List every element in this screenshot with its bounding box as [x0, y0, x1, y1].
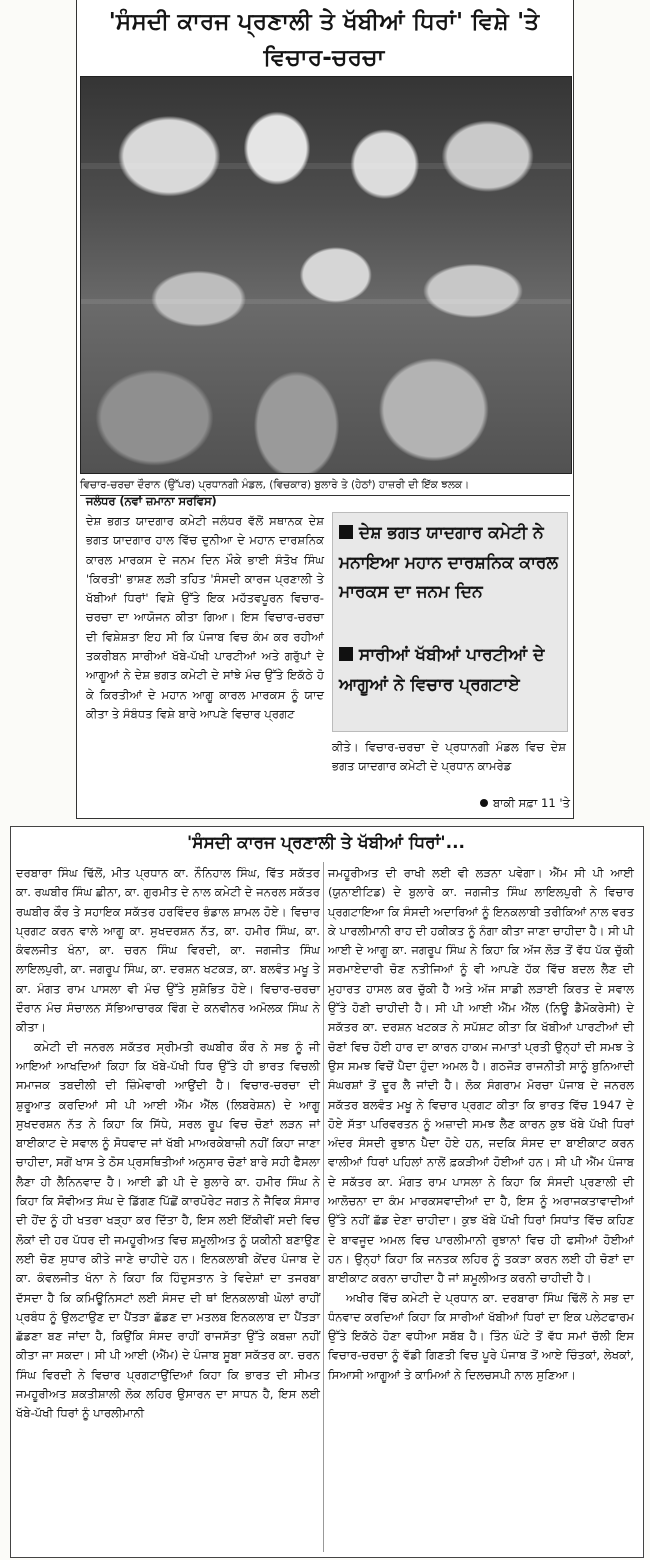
bullet-square-icon — [339, 647, 353, 661]
continued-note — [430, 796, 570, 811]
paragraph: ਕਮੇਟੀ ਦੀ ਜਨਰਲ ਸਕੱਤਰ ਸ੍ਰੀਮਤੀ ਰਘਬੀਰ ਕੌਰ ਨੇ ਸਭ ਨੂੰ ਜੀ ਆਇਆਂ ਆਖਦਿਆਂ ਕਿਹਾ ਕਿ ਖੱਬੇ-ਪੱਖੀ ਧਿਰ ਉੱਤੇ ਹੀ ਭਾਰਤ ਵਿਚਲੀ ਸਮਾਜਕ ਤਬਦੀਲੀ ਦੀ ਜ਼ਿੰਮੇਵਾਰੀ ਆਉਂਦੀ ਹੈ। ਵਿਚਾਰ-ਚਰਚਾ ਦੀ ਸ਼ੁਰੂਆਤ ਕਰਦਿਆਂ ਸੀ ਪੀ ਆਈ ਐੱਮ ਐੱਲ (ਲਿਬਰੇਸ਼ਨ) ਦੇ ਆਗੂ ਸੁਖਦਰਸ਼ਨ ਨੱਤ ਨੇ ਕਿਹਾ ਕਿ ਸਿੱਧੇ, ਸਰਲ ਰੂਪ ਵਿਚ ਚੋਣਾਂ ਲੜਨ ਜਾਂ ਬਾਈਕਾਟ ਦੇ ਸਵਾਲ ਨੂੰ ਸੋਧਵਾਦ ਜਾਂ ਖੱਬੀ ਮਾਅਰਕੇਬਾਜ਼ੀ ਨਹੀਂ ਕਿਹਾ ਜਾਣਾ ਚਾਹੀਦਾ, ਸਗੋਂ ਖਾਸ ਤੇ ਠੋਸ ਪ੍ਰਸਥਿਤੀਆਂ ਅਨੁਸਾਰ ਚੋਣਾਂ ਬਾਰੇ ਸਹੀ ਫੈਸਲਾ ਲੈਣਾ ਹੀ ਲੈਨਿਨਵਾਦ ਹੈ। ਆਈ ਡੀ ਪੀ ਦੇ ਬੁਲਾਰੇ ਕਾ. ਹਮੀਰ ਸਿੰਘ ਨੇ ਕਿਹਾ ਕਿ ਸੋਵੀਅਤ ਸੰਘ ਦੇ ਡਿੱਗਣ ਪਿੱਛੋਂ ਕਾਰਪੋਰੇਟ ਜਗਤ ਨੇ ਜੈਵਿਕ ਸੰਸਾਰ ਦੀ ਹੋਂਦ ਨੂੰ ਹੀ ਖਤਰਾ ਖੜ੍ਹਾ ਕਰ ਦਿੱਤਾ ਹੈ, ਇਸ ਲਈ ਇੱਕੀਵੀਂ ਸਦੀ ਵਿਚ ਲੋਕਾਂ ਦੀ ਹਰ ਪੱਧਰ ਦੀ ਜਮਹੂਰੀਅਤ ਵਿਚ ਸ਼ਮੂਲੀਅਤ ਨੂੰ ਯਕੀਨੀ ਬਣਾਉਣ ਲਈ ਚੋਣ ਸੁਧਾਰ ਕੀਤੇ ਜਾਣੇ ਚਾਹੀਦੇ ਹਨ। ਇਨਕਲਾਬੀ ਕੇਂਦਰ ਪੰਜਾਬ ਦੇ ਕਾ. ਕੰਵਲਜੀਤ ਖੰਨਾ ਨੇ ਕਿਹਾ ਕਿ ਹਿੰਦੁਸਤਾਨ ਤੇ ਵਿਦੇਸ਼ਾਂ ਦਾ ਤਜਰਬਾ ਦੱਸਦਾ ਹੈ ਕਿ ਕਮਿਊਨਿਸਟਾਂ ਲਈ ਸੰਸਦ ਦੀ ਥਾਂ ਇਨਕਲਾਬੀ ਘੋਲਾਂ ਰਾਹੀਂ ਪ੍ਰਬੰਧ ਨੂੰ ਉਲਟਾਉਣ ਦਾ ਪੈਂਤੜਾ ਛੱਡਣ ਦਾ ਮਤਲਬ ਇਨਕਲਾਬ ਦਾ ਪੈਂਤੜਾ ਛੱਡਣਾ ਬਣ ਜਾਂਦਾ ਹੈ, ਕਿਉਂਕਿ ਸੰਸਦ ਰਾਹੀਂ ਰਾਜਸੱਤਾ ਉੱਤੇ ਕਬਜ਼ਾ ਨਹੀਂ ਕੀਤਾ ਜਾ ਸਕਦਾ। ਸੀ ਪੀ ਆਈ (ਐੱਮ) ਦੇ ਪੰਜਾਬ ਸੂਬਾ ਸਕੱਤਰ ਕਾ. ਚਰਨ ਸਿੰਘ ਵਿਰਦੀ ਨੇ ਵਿਚਾਰ ਪ੍ਰਗਟਾਉਂਦਿਆਂ ਕਿਹਾ ਕਿ ਭਾਰਤ ਦੀ ਸੀਮਤ ਜਮਹੂਰੀਅਤ ਸ਼ਕਤੀਸ਼ਾਲੀ ਲੋਕ ਲਹਿਰ ਉਸਾਰਨ ਦਾ ਸਾਧਨ ਹੈ, ਇਸ ਲਈ ਖੱਬੇ-ਪੱਖੀ ਧਿਰਾਂ ਨੂੰ ਪਾਰਲੀਮਾਨੀ — [16, 1039, 320, 1421]
bullet-square-icon — [339, 525, 353, 539]
highlight-item — [339, 519, 561, 608]
paragraph: ਜਮਹੂਰੀਅਤ ਦੀ ਰਾਖੀ ਲਈ ਵੀ ਲੜਨਾ ਪਵੇਗਾ। ਐੱਮ ਸੀ ਪੀ ਆਈ (ਯੁਨਾਈਟਿਡ) ਦੇ ਬੁਲਾਰੇ ਕਾ. ਜਗਜੀਤ ਸਿੰਘ ਲਾਇਲਪੁਰੀ ਨੇ ਵਿਚਾਰ ਪ੍ਰਗਟਾਇਆ ਕਿ ਸੰਸਦੀ ਅਦਾਰਿਆਂ ਨੂੰ ਇਨਕਲਾਬੀ ਤਰੀਕਿਆਂ ਨਾਲ ਵਰਤ ਕੇ ਪਾਰਲੀਮਾਨੀ ਰਾਹ ਦੀ ਹਕੀਕਤ ਨੂੰ ਨੰਗਾ ਕੀਤਾ ਜਾਣਾ ਚਾਹੀਦਾ ਹੈ। ਸੀ ਪੀ ਆਈ ਦੇ ਆਗੂ ਕਾ. ਜਗਰੂਪ ਸਿੰਘ ਨੇ ਕਿਹਾ ਕਿ ਅੱਜ ਲੋੜ ਤੋਂ ਵੱਧ ਪੱਕ ਚੁੱਕੀ ਸਰਮਾਏਦਾਰੀ ਚੋਣ ਨਤੀਜਿਆਂ ਨੂੰ ਵੀ ਆਪਣੇ ਹੱਕ ਵਿੱਚ ਬਦਲ ਲੈਣ ਦੀ ਮੁਹਾਰਤ ਹਾਸਲ ਕਰ ਚੁੱਕੀ ਹੈ ਅਤੇ ਅੱਜ ਸਾਡੀ ਲੜਾਈ ਕਿਰਤ ਦੇ ਸਵਾਲ ਉੱਤੇ ਹੋਣੀ ਚਾਹੀਦੀ ਹੈ। ਸੀ ਪੀ ਆਈ ਐੱਮ ਐੱਲ (ਨਿਊ ਡੈਮੋਕਰੇਸੀ) ਦੇ ਸਕੱਤਰ ਕਾ. ਦਰਸ਼ਨ ਖਟਕੜ ਨੇ ਸਪੱਸ਼ਟ ਕੀਤਾ ਕਿ ਖੱਬੀਆਂ ਪਾਰਟੀਆਂ ਦੀ ਚੋਣਾਂ ਵਿਚ ਹੋਈ ਹਾਰ ਦਾ ਕਾਰਨ ਹਾਕਮ ਜਮਾਤਾਂ ਪ੍ਰਤੀ ਉਨ੍ਹਾਂ ਦੀ ਸਮਝ ਤੇ ਉਸ ਸਮਝ ਵਿਚੋਂ ਪੈਦਾ ਹੁੰਦਾ ਅਮਲ ਹੈ। ਗਠਜੋੜ ਰਾਜਨੀਤੀ ਸਾਨੂੰ ਬੁਨਿਆਦੀ ਸੰਘਰਸ਼ਾਂ ਤੋਂ ਦੂਰ ਲੈ ਜਾਂਦੀ ਹੈ। ਲੋਕ ਸੰਗਰਾਮ ਮੋਰਚਾ ਪੰਜਾਬ ਦੇ ਜਨਰਲ ਸਕੱਤਰ ਬਲਵੰਤ ਮਖੂ ਨੇ ਵਿਚਾਰ ਪ੍ਰਗਟ ਕੀਤਾ ਕਿ ਭਾਰਤ ਵਿੱਚ 1947 ਦੇ ਹੋਏ ਸੱਤਾ ਪਰਿਵਰਤਨ ਨੂੰ ਅਜ਼ਾਦੀ ਸਮਝ ਲੈਣ ਕਾਰਨ ਕੁਝ ਖੱਬੇ ਪੱਖੀ ਧਿਰਾਂ ਅੰਦਰ ਸੰਸਦੀ ਰੁਝਾਨ ਪੈਦਾ ਹੋਏ ਹਨ, ਜਦਕਿ ਸੰਸਦ ਦਾ ਬਾਈਕਾਟ ਕਰਨ ਵਾਲੀਆਂ ਧਿਰਾਂ ਪਹਿਲਾਂ ਨਾਲੋਂ ਫ਼ਕੜੀਆਂ ਹੋਈਆਂ ਹਨ। ਸੀ ਪੀ ਐੱਮ ਪੰਜਾਬ ਦੇ ਸਕੱਤਰ ਕਾ. ਮੰਗਤ ਰਾਮ ਪਾਸਲਾ ਨੇ ਕਿਹਾ ਕਿ ਸੰਸਦੀ ਪ੍ਰਣਾਲੀ ਦੀ ਆਲੋਚਨਾ ਦਾ ਕੰਮ ਮਾਰਕਸਵਾਦੀਆਂ ਦਾ ਹੈ, ਇਸ ਨੂੰ ਅਰਾਜਕਤਾਵਾਦੀਆਂ ਉੱਤੇ ਨਹੀਂ ਛੱਡ ਦੇਣਾ ਚਾਹੀਦਾ। ਕੁਝ ਖੱਬੇ ਪੱਖੀ ਧਿਰਾਂ ਸਿਧਾਂਤ ਵਿੱਚ ਕਹਿਣ ਦੇ ਬਾਵਜੂਦ ਅਮਲ ਵਿਚ ਪਾਰਲੀਮਾਨੀ ਰੁਝਾਨਾਂ ਵਿਚ ਹੀ ਫਸੀਆਂ ਹੋਈਆਂ ਹਨ। ਉਨ੍ਹਾਂ ਕਿਹਾ ਕਿ ਜਨਤਕ ਲਹਿਰ ਨੂੰ ਤਕੜਾ ਕਰਨ ਲਈ ਹੀ ਚੋਣਾਂ ਦਾ ਬਾਈਕਾਟ ਕਰਨਾ ਚਾਹੀਦਾ ਹੈ ਜਾਂ ਸ਼ਮੂਲੀਅਤ ਕਰਨੀ ਚਾਹੀਦੀ ਹੈ। — [328, 866, 634, 1286]
continuation-headline: 'ਸੰਸਦੀ ਕਾਰਜ ਪ੍ਰਣਾਲੀ ਤੇ ਖੱਬੀਆਂ ਧਿਰਾਂ'... — [187, 833, 465, 853]
photo-table-edge — [81, 163, 571, 169]
continuation-column-right — [328, 864, 634, 1385]
highlight-box — [332, 512, 568, 732]
continued-text: ਬਾਕੀ ਸਫ਼ਾ 11 'ਤੇ — [492, 796, 570, 810]
photo-table-edge — [81, 299, 571, 304]
lead-column-right: ਕੀਤੇ। ਵਿਚਾਰ-ਚਰਚਾ ਦੇ ਪ੍ਰਧਾਨਗੀ ਮੰਡਲ ਵਿਚ ਦੇਸ਼ ਭਗਤ ਯਾਦਗਾਰ ਕਮੇਟੀ ਦੇ ਪ੍ਰਧਾਨ ਕਾਮਰੇਡ — [332, 740, 566, 774]
lead-column-left: ਦੇਸ਼ ਭਗਤ ਯਾਦਗਾਰ ਕਮੇਟੀ ਜਲੰਧਰ ਵੱਲੋਂ ਸਥਾਨਕ ਦੇਸ਼ ਭਗਤ ਯਾਦਗਾਰ ਹਾਲ ਵਿੱਚ ਦੁਨੀਆ ਦੇ ਮਹਾਨ ਦਾਰਸ਼ਨਿਕ ਕਾਰਲ ਮਾਰਕਸ ਦੇ ਜਨਮ ਦਿਨ ਮੌਕੇ ਭਾਈ ਸੰਤੋਖ ਸਿੰਘ 'ਕਿਰਤੀ' ਭਾਸ਼ਣ ਲੜੀ ਤਹਿਤ 'ਸੰਸਦੀ ਕਾਰਜ ਪ੍ਰਣਾਲੀ ਤੇ ਖੱਬੀਆਂ ਧਿਰਾਂ' ਵਿਸ਼ੇ ਉੱਤੇ ਇਕ ਮਹੱਤਵਪੂਰਨ ਵਿਚਾਰ-ਚਰਚਾ ਦਾ ਆਯੋਜਨ ਕੀਤਾ ਗਿਆ। ਇਸ ਵਿਚਾਰ-ਚਰਚਾ ਦੀ ਵਿਸ਼ੇਸ਼ਤਾ ਇਹ ਸੀ ਕਿ ਪੰਜਾਬ ਵਿਚ ਕੰਮ ਕਰ ਰਹੀਆਂ ਤਕਰੀਬਨ ਸਾਰੀਆਂ ਖੱਬੇ-ਪੱਖੀ ਪਾਰਟੀਆਂ ਅਤੇ ਗਰੁੱਪਾਂ ਦੇ ਆਗੂਆਂ ਨੇ ਦੇਸ਼ ਭਗਤ ਕਮੇਟੀ ਦੇ ਸਾਂਝੇ ਮੰਚ ਉੱਤੇ ਇਕੱਠੇ ਹੋ ਕੇ ਕਿਰਤੀਆਂ ਦੇ ਮਹਾਨ ਆਗੂ ਕਾਰਲ ਮਾਰਕਸ ਨੂੰ ਯਾਦ ਕੀਤਾ ਤੇ ਸੰਬੰਧਤ ਵਿਸ਼ੇ ਬਾਰੇ ਆਪਣੇ ਵਿਚਾਰ ਪ੍ਰਗਟ — [86, 514, 324, 721]
continuation-column-left — [16, 864, 320, 1424]
highlight-item — [339, 641, 561, 700]
highlight-text: ਦੇਸ਼ ਭਗਤ ਯਾਦਗਾਰ ਕਮੇਟੀ ਨੇ ਮਨਾਇਆ ਮਹਾਨ ਦਾਰਸ਼ਨਿਕ ਕਾਰਲ ਮਾਰਕਸ ਦਾ ਜਨਮ ਦਿਨ — [339, 523, 558, 602]
story-headline: 'ਸੰਸਦੀ ਕਾਰਜ ਪ੍ਰਣਾਲੀ ਤੇ ਖੱਬੀਆਂ ਧਿਰਾਂ' ਵਿਸ਼ੇ 'ਤੇ ਵਿਚਾਰ-ਚਰਚਾ — [108, 9, 540, 71]
column-divider — [323, 862, 324, 1552]
paragraph: ਦਰਬਾਰਾ ਸਿੰਘ ਢਿੱਲੋਂ, ਮੀਤ ਪ੍ਰਧਾਨ ਕਾ. ਨੌਨਿਹਾਲ ਸਿੰਘ, ਵਿੱਤ ਸਕੱਤਰ ਕਾ. ਰਘਬੀਰ ਸਿੰਘ ਛੀਨਾ, ਕਾ. ਗੁਰਮੀਤ ਦੇ ਨਾਲ ਕਮੇਟੀ ਦੇ ਜਨਰਲ ਸਕੱਤਰ ਰਘਬੀਰ ਕੌਰ ਤੇ ਸਹਾਇਕ ਸਕੱਤਰ ਹਰਵਿੰਦਰ ਭੰਡਾਲ ਸ਼ਾਮਲ ਹੋਏ। ਵਿਚਾਰ ਪ੍ਰਗਟ ਕਰਨ ਵਾਲੇ ਆਗੂ ਕਾ. ਸੁਖਦਰਸ਼ਨ ਨੱਤ, ਕਾ. ਹਮੀਰ ਸਿੰਘ, ਕਾ. ਕੰਵਲਜੀਤ ਖੰਨਾ, ਕਾ. ਚਰਨ ਸਿੰਘ ਵਿਰਦੀ, ਕਾ. ਜਗਜੀਤ ਸਿੰਘ ਲਾਇਲਪੁਰੀ, ਕਾ. ਜਗਰੂਪ ਸਿੰਘ, ਕਾ. ਦਰਸ਼ਨ ਖਟਕੜ, ਕਾ. ਬਲਵੰਤ ਮਖੂ ਤੇ ਕਾ. ਮੰਗਤ ਰਾਮ ਪਾਸਲਾ ਵੀ ਮੰਚ ਉੱਤੇ ਸੁਸ਼ੋਭਿਤ ਹੋਏ। ਵਿਚਾਰ-ਚਰਚਾ ਦੌਰਾਨ ਮੰਚ ਸੰਚਾਲਨ ਸੱਭਿਆਚਾਰਕ ਵਿੰਗ ਦੇ ਕਨਵੀਨਰ ਅਮੋਲਕ ਸਿੰਘ ਨੇ ਕੀਤਾ। — [16, 866, 320, 1035]
dateline: ਜਲੰਧਰ (ਨਵਾਂ ਜ਼ਮਾਨਾ ਸਰਵਿਸ) — [86, 494, 217, 508]
event-photo — [80, 76, 572, 474]
paragraph: ਅਖੀਰ ਵਿੱਚ ਕਮੇਟੀ ਦੇ ਪ੍ਰਧਾਨ ਕਾ. ਦਰਬਾਰਾ ਸਿੰਘ ਢਿੱਲੋਂ ਨੇ ਸਭ ਦਾ ਧੰਨਵਾਦ ਕਰਦਿਆਂ ਕਿਹਾ ਕਿ ਸਾਰੀਆਂ ਖੱਬੀਆਂ ਧਿਰਾਂ ਦਾ ਇਕ ਪਲੇਟਫਾਰਮ ਉੱਤੇ ਇਕੱਠੇ ਹੋਣਾ ਵਧੀਆ ਸਬੱਬ ਹੈ। ਤਿੰਨ ਘੰਟੇ ਤੋਂ ਵੱਧ ਸਮਾਂ ਚੱਲੀ ਇਸ ਵਿਚਾਰ-ਚਰਚਾ ਨੂੰ ਵੱਡੀ ਗਿਣਤੀ ਵਿਚ ਪੂਰੇ ਪੰਜਾਬ ਤੋਂ ਆਏ ਚਿੰਤਕਾਂ, ਲੇਖਕਾਂ, ਸਿਆਸੀ ਆਗੂਆਂ ਤੇ ਕਾਮਿਆਂ ਨੇ ਦਿਲਚਸਪੀ ਨਾਲ ਸੁਣਿਆ। — [328, 1290, 634, 1382]
bullet-dot-icon — [480, 799, 488, 807]
highlight-text: ਸਾਰੀਆਂ ਖੱਬੀਆਂ ਪਾਰਟੀਆਂ ਦੇ ਆਗੂਆਂ ਨੇ ਵਿਚਾਰ ਪ੍ਰਗਟਾਏ — [339, 645, 545, 695]
photo-caption: ਵਿਚਾਰ-ਚਰਚਾ ਦੌਰਾਨ (ਉੱਪਰ) ਪ੍ਰਧਾਨਗੀ ਮੰਡਲ, (ਵਿਚਕਾਰ) ਬੁਲਾਰੇ ਤੇ (ਹੇਠਾਂ) ਹਾਜ਼ਰੀ ਦੀ ਇੱਕ ਝਲਕ। — [80, 478, 570, 496]
